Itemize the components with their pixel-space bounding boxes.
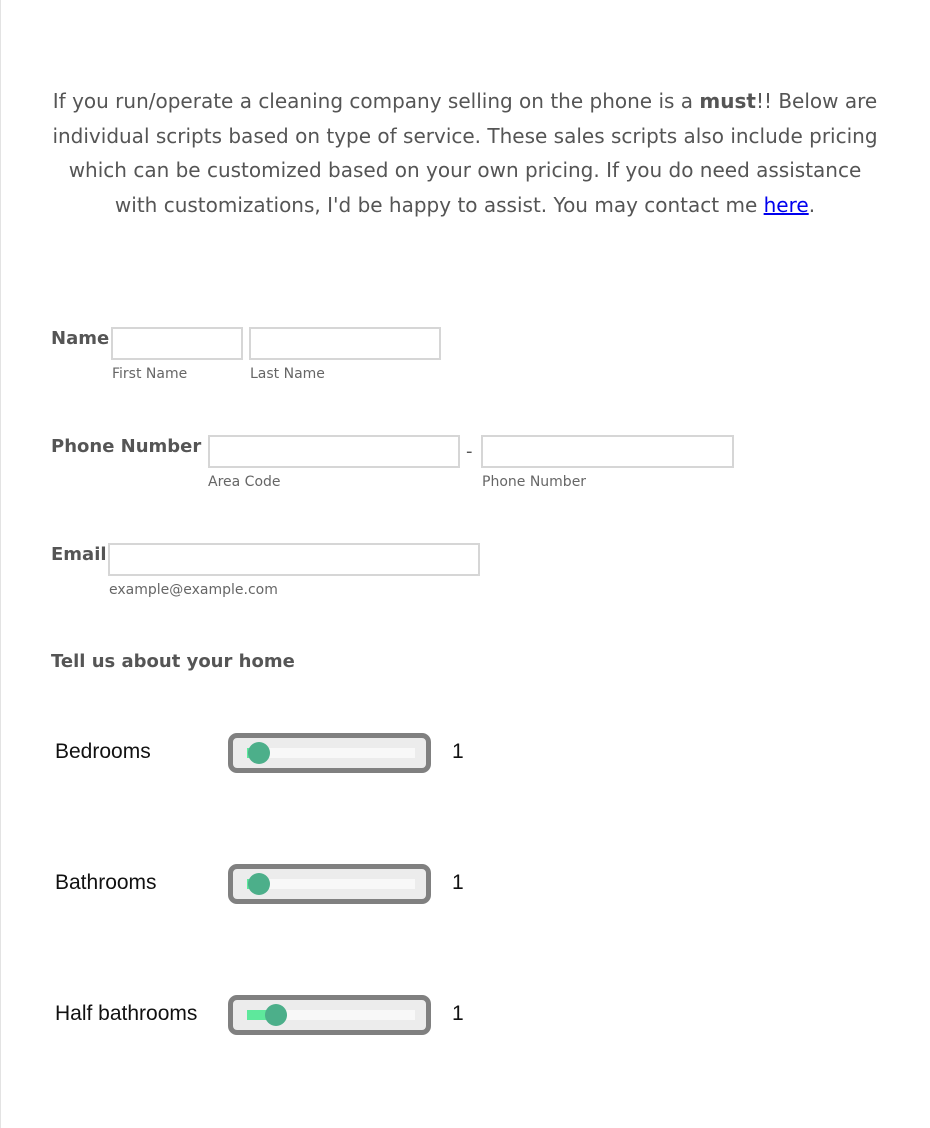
last-name-sublabel: Last Name: [250, 366, 325, 382]
phone-number-sublabel: Phone Number: [482, 474, 587, 490]
slider-thumb[interactable]: [248, 742, 270, 764]
phone-separator: -: [466, 441, 473, 462]
email-input[interactable]: [108, 543, 480, 576]
intro-text-3: .: [808, 192, 816, 217]
bathrooms-label: Bathrooms: [55, 871, 157, 894]
area-code-sublabel: Area Code: [208, 474, 281, 490]
page-left-border: [0, 0, 1, 1128]
slider-track: [247, 879, 415, 889]
phone-label: Phone Number: [51, 436, 202, 457]
bedrooms-value: 1: [452, 740, 464, 763]
intro-text-2: !! Below are individual scripts based on type of service. These sales scripts also include pricing which can be customized based on your own pricing. If you do need assistance with customizations, I'd be happy to assist. You may contact me: [52, 89, 878, 217]
bathrooms-value: 1: [452, 871, 464, 894]
first-name-sublabel: First Name: [112, 366, 188, 382]
half-bathrooms-value: 1: [452, 1002, 464, 1025]
last-name-input[interactable]: [249, 327, 441, 360]
email-sublabel: example@example.com: [109, 582, 278, 598]
slider-track: [247, 748, 415, 758]
bedrooms-label: Bedrooms: [55, 740, 151, 763]
first-name-input[interactable]: [111, 327, 243, 360]
bathrooms-slider[interactable]: [228, 864, 431, 904]
area-code-input[interactable]: [208, 435, 460, 468]
name-label: Name: [51, 328, 110, 349]
home-section-heading: Tell us about your home: [51, 651, 295, 672]
half-bathrooms-label: Half bathrooms: [55, 1002, 198, 1025]
intro-paragraph: [50, 84, 880, 222]
intro-bold-word: must: [699, 89, 756, 113]
phone-number-input[interactable]: [481, 435, 734, 468]
email-label: Email: [51, 544, 107, 565]
slider-thumb[interactable]: [248, 873, 270, 895]
bedrooms-slider[interactable]: [228, 733, 431, 773]
intro-text-1: If you run/operate a cleaning company selling on the phone is a: [52, 89, 700, 113]
contact-link[interactable]: here: [763, 192, 809, 217]
slider-thumb[interactable]: [265, 1004, 287, 1026]
half-bathrooms-slider[interactable]: [228, 995, 431, 1035]
